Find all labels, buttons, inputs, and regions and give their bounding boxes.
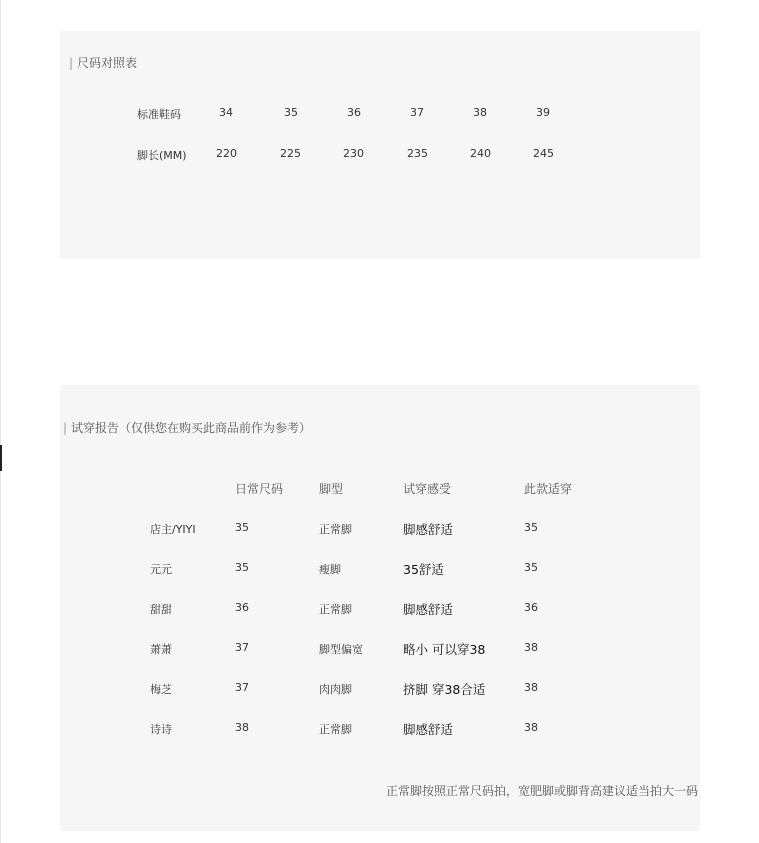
tester-daily-size: 38 bbox=[235, 721, 249, 734]
left-edge-line bbox=[0, 0, 1, 843]
tester-daily-size: 37 bbox=[235, 681, 249, 694]
tester-recommended-size: 35 bbox=[524, 561, 538, 574]
tester-name: 萧萧 bbox=[150, 643, 172, 656]
tester-foot-type: 正常脚 bbox=[319, 723, 352, 736]
header-foot-type: 脚型 bbox=[319, 482, 344, 496]
tester-name: 甜甜 bbox=[150, 603, 172, 616]
header-fit-feel: 试穿感受 bbox=[403, 482, 452, 496]
tester-fit-feel: 脚感舒适 bbox=[403, 722, 454, 737]
tester-fit-feel: 35舒适 bbox=[403, 562, 444, 577]
title-bar-icon: | bbox=[69, 56, 74, 70]
tester-name: 元元 bbox=[150, 563, 172, 576]
tester-name: 梅芝 bbox=[150, 683, 172, 696]
tester-foot-type: 肉肉脚 bbox=[319, 683, 352, 696]
sizing-advice-note: 正常脚按照正常尺码拍，宽肥脚或脚背高建议适当拍大一码 bbox=[385, 784, 698, 798]
tester-daily-size: 36 bbox=[235, 601, 249, 614]
tester-name: 诗诗 bbox=[150, 723, 172, 736]
tester-foot-type: 正常脚 bbox=[319, 523, 352, 536]
tester-fit-feel: 略小 可以穿38 bbox=[403, 642, 486, 657]
size-row-label-foot-length: 脚长(MM) bbox=[137, 149, 187, 162]
tester-recommended-size: 35 bbox=[524, 521, 538, 534]
tester-fit-feel: 脚感舒适 bbox=[403, 522, 454, 537]
try-report-panel bbox=[60, 385, 700, 831]
foot-length-cell: 235 bbox=[407, 147, 428, 160]
tester-daily-size: 37 bbox=[235, 641, 249, 654]
size-standard-cell: 39 bbox=[536, 106, 550, 119]
foot-length-cell: 245 bbox=[533, 147, 554, 160]
tester-recommended-size: 38 bbox=[524, 641, 538, 654]
foot-length-cell: 220 bbox=[216, 147, 237, 160]
tester-foot-type: 瘦脚 bbox=[319, 563, 341, 576]
tester-fit-feel: 脚感舒适 bbox=[403, 602, 454, 617]
size-standard-cell: 37 bbox=[410, 106, 424, 119]
size-chart-title bbox=[69, 54, 137, 71]
try-report-title-text: 试穿报告（仅供您在购买此商品前作为参考） bbox=[71, 421, 312, 435]
size-chart-title-text: 尺码对照表 bbox=[77, 56, 138, 70]
tester-daily-size: 35 bbox=[235, 521, 249, 534]
foot-length-cell: 230 bbox=[343, 147, 364, 160]
title-bar-icon: | bbox=[63, 421, 68, 435]
tester-recommended-size: 36 bbox=[524, 601, 538, 614]
header-recommended-size: 此款适穿 bbox=[524, 482, 573, 496]
try-report-title bbox=[63, 419, 311, 436]
tester-recommended-size: 38 bbox=[524, 681, 538, 694]
left-edge-marker bbox=[0, 445, 2, 471]
size-standard-cell: 34 bbox=[219, 106, 233, 119]
foot-length-cell: 225 bbox=[280, 147, 301, 160]
size-standard-cell: 35 bbox=[284, 106, 298, 119]
size-standard-cell: 36 bbox=[347, 106, 361, 119]
size-chart-panel bbox=[60, 31, 700, 259]
tester-name: 店主/YIYI bbox=[150, 523, 196, 536]
tester-foot-type: 正常脚 bbox=[319, 603, 352, 616]
header-daily-size: 日常尺码 bbox=[235, 482, 284, 496]
foot-length-cell: 240 bbox=[470, 147, 491, 160]
tester-foot-type: 脚型偏宽 bbox=[319, 643, 363, 656]
size-row-label-standard: 标准鞋码 bbox=[137, 108, 181, 121]
tester-recommended-size: 38 bbox=[524, 721, 538, 734]
tester-daily-size: 35 bbox=[235, 561, 249, 574]
tester-fit-feel: 挤脚 穿38合适 bbox=[403, 682, 486, 697]
size-standard-cell: 38 bbox=[473, 106, 487, 119]
